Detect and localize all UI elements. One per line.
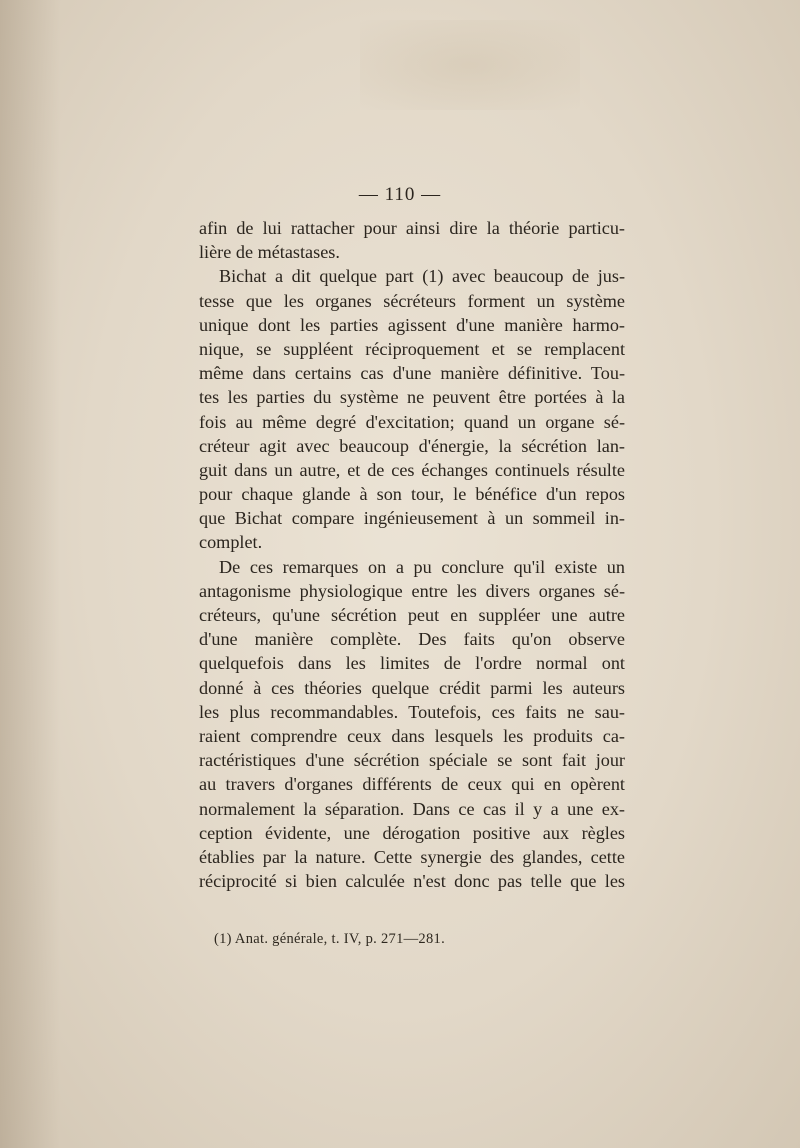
text-line: antagonisme physiologique entre les divers organes sé- <box>199 580 625 601</box>
body-text <box>199 216 625 893</box>
text-line: De ces remarques on a pu conclure qu'il existe un <box>219 556 625 577</box>
text-line: établies par la nature. Cette synergie des glandes, cette <box>199 846 625 867</box>
text-line: tes les parties du système ne peuvent être portées à la <box>199 387 625 408</box>
text-line: Bichat a dit quelque part (1) avec beaucoup de jus- <box>219 266 625 287</box>
text-line: unique dont les parties agissent d'une manière harmo- <box>199 314 625 335</box>
text-line: pour chaque glande à son tour, le bénéfice d'un repos <box>199 484 625 505</box>
text-line: guit dans un autre, et de ces échanges continuels résulte <box>199 459 625 480</box>
text-line: quelquefois dans les limites de l'ordre normal ont <box>199 653 625 674</box>
footnote: (1) Anat. générale, t. IV, p. 271—281. <box>214 931 446 947</box>
text-line: tesse que les organes sécréteurs forment un système <box>199 290 625 311</box>
text-line: créteur agit avec beaucoup d'énergie, la sécrétion lan- <box>199 435 625 456</box>
text-line: nique, se suppléent réciproquement et se remplacent <box>199 338 625 359</box>
text-line: ception évidente, une dérogation positive aux règles <box>199 822 625 843</box>
text-line: donné à ces théories quelque crédit parmi les auteurs <box>199 677 625 698</box>
text-line: afin de lui rattacher pour ainsi dire la théorie particu- <box>199 218 625 238</box>
text-line: normalement la séparation. Dans ce cas il y a une ex- <box>199 798 625 819</box>
page-number: — 110 — <box>358 184 442 205</box>
text-line: réciprocité si bien calculée n'est donc pas telle que les <box>199 871 625 892</box>
text-line: ractéristiques d'une sécrétion spéciale se sont fait jour <box>199 750 625 771</box>
text-line: au travers d'organes différents de ceux qui en opèrent <box>199 774 625 795</box>
text-line: même dans certains cas d'une manière définitive. Tou- <box>199 363 625 384</box>
text-line: que Bichat compare ingénieusement à un sommeil in- <box>199 508 625 529</box>
text-line: lière de métastases. <box>199 242 340 263</box>
text-line: complet. <box>199 532 263 553</box>
text-line: d'une manière complète. Des faits qu'on observe <box>199 629 625 650</box>
text-line: fois au même degré d'excitation; quand un organe sé- <box>199 411 625 432</box>
text-line: raient comprendre ceux dans lesquels les produits ca- <box>199 725 625 746</box>
text-line: les plus recommandables. Toutefois, ces faits ne sau- <box>199 701 625 722</box>
text-line: créteurs, qu'une sécrétion peut en suppléer une autre <box>199 605 625 625</box>
